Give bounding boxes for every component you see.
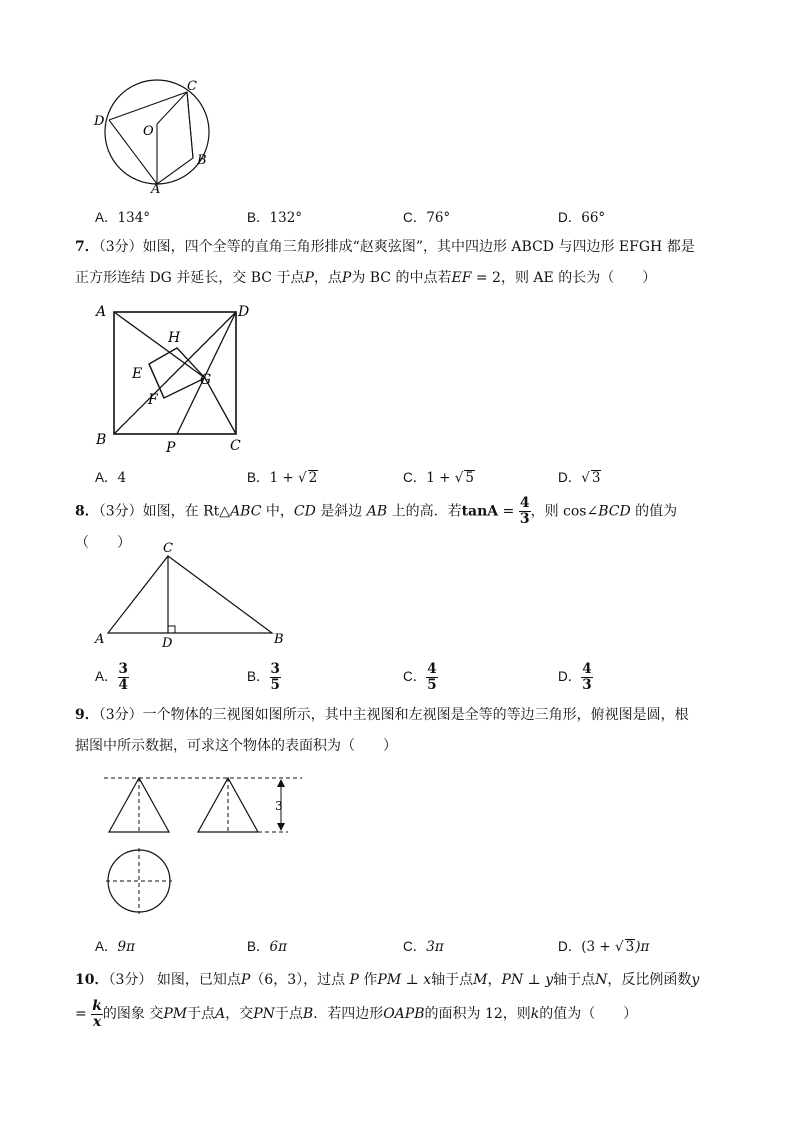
q6-option-b[interactable]: B．132° bbox=[247, 210, 303, 226]
q7-score: （3分） bbox=[98, 239, 143, 255]
q7-zhaoshuang-figure bbox=[92, 300, 262, 458]
label-p: P bbox=[166, 440, 176, 456]
q9-three-views-figure bbox=[92, 770, 312, 920]
label-o: O bbox=[143, 124, 154, 139]
label-b: B bbox=[274, 632, 284, 647]
label-a: A bbox=[151, 182, 161, 196]
q9-options bbox=[95, 935, 735, 959]
label-a: A bbox=[95, 632, 105, 647]
q7-option-b[interactable]: B．1 + √ 2 bbox=[247, 470, 318, 486]
q6-option-c[interactable]: C．76° bbox=[403, 210, 451, 226]
label-b: B bbox=[197, 153, 207, 168]
q7-option-d[interactable]: D．√ 3 bbox=[558, 470, 601, 486]
q9-option-c[interactable]: C．3π bbox=[403, 939, 444, 955]
label-a: A bbox=[96, 304, 107, 320]
label-d: D bbox=[94, 114, 105, 129]
radius-oc bbox=[157, 92, 187, 124]
q8-options bbox=[95, 662, 735, 696]
q9-score: （3分） bbox=[98, 707, 143, 723]
top-view-circle bbox=[108, 850, 170, 912]
radius-ob bbox=[187, 92, 193, 158]
q10-stem: 10．（3分） 如图，已知点P（6，3），过点 P 作PM ⊥ x轴于点M，PN ⊥ y轴于点N，反比例函数y = $\frac{k}{x}$ 的图象 交PM于点A，交PN于点B．若四边形OAPB的面积为 12，则k的值为（ ） bbox=[75, 972, 700, 1030]
q8-option-c[interactable]: C． $\frac{4}{5}$ bbox=[403, 661, 437, 693]
label-h: H bbox=[168, 330, 181, 346]
tan-fraction: $\frac{4}{3}$ bbox=[519, 495, 530, 527]
q8-option-b[interactable]: B． $\frac{3}{5}$ bbox=[247, 661, 280, 693]
k-over-x-fraction: $\frac{k}{x}$ bbox=[92, 997, 102, 1030]
q10-number: 10． bbox=[75, 972, 109, 988]
dimension-label: 3 bbox=[275, 799, 283, 813]
q9-number: 9． bbox=[75, 707, 99, 723]
q7-stem: 7．（3分）如图，四个全等的直角三角形排成“赵爽弦图”，其中四边形 ABCD 与四边形 EFGH 都是 正方形连结 DG 并延长，交 BC 于点P，点P为 BC 的中点若EF = 2，则 AE 的长为（ ） bbox=[75, 239, 695, 286]
q6-options bbox=[95, 206, 735, 230]
q8-stem: 8．（3分）如图，在 Rt△ABC 中，CD 是斜边 AB 上的高．若tanA = $\frac{4}{3}$ ，则 cos∠BCD 的值为（ ） bbox=[75, 495, 678, 551]
q9-stem: 9．（3分）一个物体的三视图如图所示，其中主视图和左视图是全等的等边三角形，俯视图是圆，根 据图中所示数据，可求这个物体的表面积为（ ） bbox=[75, 707, 689, 754]
label-e: E bbox=[132, 366, 143, 382]
q7-option-c[interactable]: C．1 + √ 5 bbox=[403, 470, 474, 486]
label-c: C bbox=[187, 79, 197, 94]
q8-option-a[interactable]: A． $\frac{3}{4}$ bbox=[95, 661, 128, 693]
label-d: D bbox=[162, 636, 173, 650]
segment-ag bbox=[114, 312, 205, 378]
right-angle-mark bbox=[168, 626, 175, 633]
q9-option-d[interactable]: D．(3 + √ 3)π bbox=[558, 939, 650, 955]
q8-option-d[interactable]: D． $\frac{4}{3}$ bbox=[558, 661, 592, 693]
q6-circle-figure bbox=[92, 78, 224, 196]
q7-option-a[interactable]: A．4 bbox=[95, 470, 127, 486]
label-f: F bbox=[148, 392, 158, 408]
label-c: C bbox=[163, 541, 173, 556]
q8-number: 8． bbox=[75, 503, 99, 520]
q6-option-a[interactable]: A．134° bbox=[95, 210, 151, 226]
q8-score: （3分） bbox=[98, 503, 143, 520]
q9-option-b[interactable]: B．6π bbox=[247, 939, 287, 955]
label-g: G bbox=[200, 372, 212, 388]
q10-score: （3分） bbox=[108, 972, 153, 988]
triangle-abc bbox=[108, 556, 272, 633]
q6-option-d[interactable]: D．66° bbox=[558, 210, 606, 226]
label-b: B bbox=[96, 432, 107, 448]
dimension-arrow-bottom bbox=[277, 823, 285, 831]
dimension-arrow-top bbox=[277, 779, 285, 787]
q9-option-a[interactable]: A．9π bbox=[95, 939, 135, 955]
label-c: C bbox=[230, 438, 241, 454]
q7-number: 7． bbox=[75, 239, 99, 255]
q8-triangle-figure bbox=[92, 540, 292, 650]
q7-options bbox=[95, 466, 735, 490]
label-d: D bbox=[238, 304, 250, 320]
